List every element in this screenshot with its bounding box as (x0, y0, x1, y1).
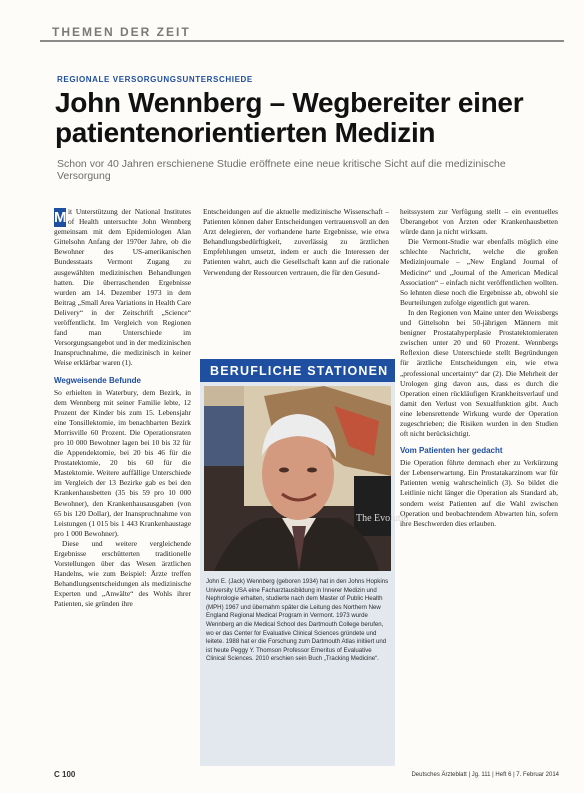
article-column-2 (203, 207, 389, 278)
article-column-1 (54, 207, 191, 610)
photo-caption: John E. (Jack) Wennberg (geboren 1934) hat in den Johns Hopkins University USA eine Facharztausbildung in Innerer Medizin und Nephrologie erhalten, studierte nach dem Master of Public Health (MPH) 1967 und übernahm später die Leitung des Northern New England Regional Medical Program in Vermont. 1973 wurde Wennberg an die Medical School des Dartmouth College berufen, wo er das Center for Evaluative Clinical Sciences gründete und leitete. 1988 hat er die Forschung zum Dartmouth Atlas initiiert und ist heute Peggy Y. Thomson Professor Emeritus of Evaluative Clinical Sciences. 2010 erschien sein Buch „Tracking Medicine“. (206, 578, 389, 663)
top-rule (40, 40, 564, 42)
career-box (200, 359, 409, 766)
paragraph: Diese und weitere vergleichende Ergebnisse erschütterten traditionelle Vorstellungen über das Wesen ärztlichen Handelns, wie zum Beispiel: Ärzte treffen Behandlungsentscheidungen als medizinische Experten und „Anwälte“ des Wohls ihrer Patienten, sie gründen ihre (54, 538, 191, 609)
page-number: C 100 (54, 770, 76, 779)
paragraph: it Unterstützung der National Institutes of Health untersuchte John Wennberg gemeinsam mit dem Epidemiologen Alan Gittelsohn Anfang der 1970er Jahre, ob die Bewohner des US-amerikanischen Bundesstaats Vermont Zugang zu ausgewählten medizinischen Behandlungen hatten. Die überraschenden Ergebnisse wurden am 14. Dezember 1973 in dem Beitrag „Small Area Variations in Health Care Delivery“ in der Zeitschrift „Science“ veröffentlicht. Im Vergleich von Regionen fand man Unterschiede im Versorgungsangebot und in der medizinischen Inanspruchnahme, die medizinisch in keiner Weise erklärbar waren (1). (54, 207, 191, 368)
paragraph: Entscheidungen auf die aktuelle medizinische Wissenschaft – Patienten können daher Entscheidungen vertrauensvoll an den Arzt delegieren, der vorhandene harte Ergebnisse, wie etwa Behandlungsbedürftigkeit, zuverlässig zu ärztlichen Empfehlungen umsetzt, indem er auch die Interessen der Patienten wahrt, auch die Gesellschaft kann auf die rationale Verwendung der Ressourcen vertrauen, die für den Gesund- (203, 207, 389, 277)
subheading: Vom Patienten her gedacht (400, 446, 503, 456)
article-column-3 (400, 207, 558, 529)
paragraph: In den Regionen von Maine unter den Weissbergs und Gittelsohn bei 50-jährigen Männern mit benigner Prostatahyperplasie Prostatektomieraten zwischen unter 20 und 60 Prozent. Wennbergs Reflexion diese Unterschiede stellt Begründungen für ärztliche Entscheidungen ein, wie etwa „professional uncertainty“ dar (2). Die Mehrheit der Urologen ging davon aus, dass es durch die Operation einen rückläufigen Krankheitsverlauf und damit den Verlust von Sexualfunktion gibt. Auch eine lebensrettende Wirkung wurde der Operation zugeschrieben; die Risiken wurden in den Studien oft nicht berücksichtigt. (400, 307, 558, 439)
kicker: REGIONALE VERSORGUNGSUNTERSCHIEDE (57, 75, 253, 84)
journal-footer: Deutsches Ärzteblatt | Jg. 111 | Heft 6 | 7. Februar 2014 (411, 772, 559, 778)
portrait-photo (204, 386, 409, 571)
paragraph: Die Operation führte demnach eher zu Verkürzung der Lebenserwartung. Ein Prostatakarzinom war für Patienten wenig wahrscheinlich (3). So bildet die Leitlinie nicht länger die Operation als Standard ab, sondern weist Patienten auf die Wahl zwischen Operation und beobachtendem Abwarten hin, sofern ihre Beschwerden dies erlauben. (400, 458, 558, 528)
headline: John Wennberg – Wegbereiter einer patientenorientierten Medizin (55, 87, 524, 148)
subhead: Schon vor 40 Jahren erschienene Studie eröffnete eine neue kritische Sicht auf die medizinische Versorgung (57, 158, 506, 182)
paragraph: heitssystem zur Verfügung stellt – ein eventuelles Überangebot von Ärzten oder Krankenhausbetten würde dann ja nicht wirksam. (400, 207, 558, 237)
box-header: BERUFLICHE STATIONEN (200, 359, 395, 382)
paragraph: So erhielten in Waterbury, dem Bezirk, in dem Wennberg mit seiner Familie lebte, 12 Prozent der Kinder bis zum 15. Lebensjahr eine Tonsillektomie, im benachbarten Bezirk Morrisville 60 Prozent. Die Operationsraten pro 10 000 Bewohner lagen bei 10 bis 32 für die Appendektomie, bei 20 bis 46 für die Prostatektomie, 20 bis 60 für die Mastektomie. Weitere auffällige Unterschiede im Vergleich der 13 Bezirke gab es bei den Krankenhausbetten (35 bis 59 pro 10 000 Bewohner), den Krankenhausausgaben (von 65 bis 120 Dollar), der Inanspruchnahme von Leistungen (1 015 bis 1 443 Krankenhaustage pro 1 000 Bewohner). (54, 387, 191, 538)
paragraph: Die Vermont-Studie war ebenfalls möglich eine schlechte Nachricht, welche die großen Medizinjournale – „New England Journal of Medicine“ und „Journal of the American Medical Association“ – einfach nicht veröffentlichen wollten. So lehnten diese noch die Ergebnisse ab, obwohl sie Beurteilungen zufolge eigentlich gut waren. (400, 237, 558, 307)
screen-text: The Evolutio (356, 513, 409, 524)
subheading: Wegweisende Befunde (54, 375, 141, 385)
drop-cap: M (54, 209, 67, 226)
section-label: THEMEN DER ZEIT (52, 25, 191, 39)
